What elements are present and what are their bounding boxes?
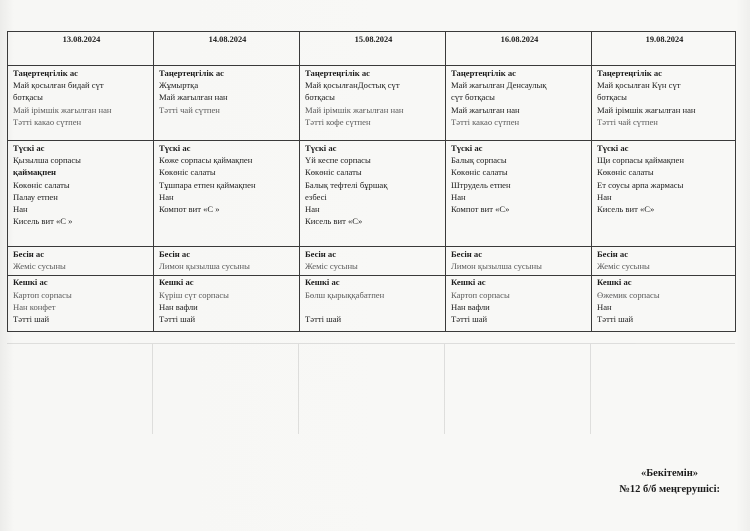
meal-title: Таңертеңгілік ас: [305, 68, 370, 78]
meal-title: Түскі ас: [305, 143, 337, 153]
date-header-row: [8, 32, 736, 66]
lunch-cell: [446, 141, 592, 247]
meal-title: Бесін ас: [597, 249, 629, 259]
dish: Нан конфет: [13, 301, 56, 312]
dish: Компот вит «С »: [159, 204, 220, 215]
dish: Май ірімшік жағылған нан: [597, 104, 696, 115]
date-header: 19.08.2024: [592, 32, 736, 66]
approval-title: «Бекітемін»: [640, 468, 698, 479]
meal-title: Бесін ас: [13, 249, 45, 259]
dish: ботқасы: [597, 92, 627, 103]
dish: Май қосылғанДостық сүт: [305, 80, 400, 91]
dish: Тұшпара етпен қаймақпен: [159, 179, 256, 190]
lunch-cell: [8, 141, 154, 247]
dish: Бөлш қырыққабатпен: [305, 289, 385, 300]
afternoon-dinner-cell: [592, 247, 736, 332]
dish: Тәтті кофе сүтпен: [305, 116, 371, 127]
dish: Тәтті шай: [597, 314, 634, 325]
dish: Лимон қызылша сусыны: [451, 261, 542, 272]
meal-title: Таңертеңгілік ас: [159, 68, 224, 78]
dish: ботқасы: [13, 92, 43, 103]
date-header: 16.08.2024: [446, 32, 592, 66]
dish: Көкөніс салаты: [13, 179, 70, 190]
breakfast-cell: [592, 66, 736, 141]
dish: Кисель вит «С»: [597, 204, 655, 215]
dish: Нан: [305, 204, 320, 215]
lunch-cell: [592, 141, 736, 247]
date-header: 15.08.2024: [300, 32, 446, 66]
lunch-cell: [154, 141, 300, 247]
weekly-menu-table: [7, 31, 736, 332]
dish: Тәтті шай: [159, 314, 196, 325]
meal-title: Таңертеңгілік ас: [451, 68, 516, 78]
dish: Нан: [597, 191, 612, 202]
meal-title: Бесін ас: [305, 249, 337, 259]
breakfast-row: [8, 66, 736, 141]
afternoon-dinner-cell: [446, 247, 592, 332]
dish: Көкөніс салаты: [451, 167, 508, 178]
dish: сүт ботқасы: [451, 92, 495, 103]
dish: Кисель вит «С»: [305, 216, 363, 227]
dish: Май жағылған нан: [159, 92, 228, 103]
meal-title: Бесін ас: [451, 249, 483, 259]
dish: Палау етпен: [13, 191, 58, 202]
dish: Щи сорпасы қаймақпен: [597, 155, 684, 166]
meal-title: Түскі ас: [597, 143, 629, 153]
breakfast-cell: [154, 66, 300, 141]
dish: [305, 301, 442, 313]
lunch-row: [8, 141, 736, 247]
approval-signatory: №12 б/б меңгерушісі:: [619, 484, 720, 495]
date-header: 13.08.2024: [8, 32, 154, 66]
dish: Көкөніс салаты: [305, 167, 362, 178]
date-header: 14.08.2024: [154, 32, 300, 66]
dish: Балық сорпасы: [451, 155, 507, 166]
dish: Жұмыртқа: [159, 80, 199, 91]
dish: Қызылша сорпасы: [13, 155, 81, 166]
dish: Жеміс сусыны: [597, 261, 650, 272]
meal-title: Бесін ас: [159, 249, 191, 259]
dish: Штрудель етпен: [451, 179, 511, 190]
dish: ботқасы: [305, 92, 335, 103]
meal-title: Таңертеңгілік ас: [13, 68, 78, 78]
dish: Тәтті чай сүтпен: [159, 104, 220, 115]
dish: Тәтті шай: [13, 314, 50, 325]
meal-title: Кешкі ас: [13, 277, 48, 288]
dish: Картоп сорпасы: [13, 289, 72, 300]
meal-title: Кешкі ас: [305, 277, 340, 288]
dish: Күріш сүт сорпасы: [159, 289, 229, 300]
meal-title: Кешкі ас: [451, 277, 486, 288]
lunch-cell: [300, 141, 446, 247]
dish: Кисель вит «С »: [13, 216, 73, 227]
breakfast-cell: [300, 66, 446, 141]
meal-title: Таңертеңгілік ас: [597, 68, 662, 78]
afternoon-dinner-row: [8, 247, 736, 332]
meal-title: Кешкі ас: [597, 277, 632, 288]
dish: Нан вафли: [451, 301, 490, 312]
breakfast-cell: [446, 66, 592, 141]
afternoon-dinner-cell: [154, 247, 300, 332]
afternoon-dinner-cell: [300, 247, 446, 332]
afternoon-dinner-cell: [8, 247, 154, 332]
dish: Май ірімшік жағылған нан: [305, 104, 404, 115]
dish: Үй кеспе сорпасы: [305, 155, 371, 166]
dish: Тәтті какао сүтпен: [451, 116, 520, 127]
dish: езбесі: [305, 191, 327, 202]
dish: Тәтті шай: [305, 314, 342, 324]
dish: Балық тефтелі бұршақ: [305, 179, 388, 190]
dish: Көкөніс салаты: [159, 167, 216, 178]
dish: Жеміс сусыны: [13, 261, 66, 272]
dish: Лимон қызылша сусыны: [159, 261, 250, 272]
dish: Нан: [451, 191, 466, 202]
dish: Нан: [159, 191, 174, 202]
approval-stamp: [619, 466, 720, 498]
dish: Көже сорпасы қаймақпен: [159, 155, 253, 166]
meal-title: Кешкі ас: [159, 277, 194, 288]
show-through-lines: [7, 343, 735, 434]
dish: Өжемик сорпасы: [597, 289, 660, 300]
meal-title: Түскі ас: [13, 143, 45, 153]
dish: Тәтті шай: [451, 314, 488, 325]
meal-title: Түскі ас: [159, 143, 191, 153]
breakfast-cell: [8, 66, 154, 141]
dish: Тәтті чай сүтпен: [597, 116, 658, 127]
dish: Жеміс сусыны: [305, 261, 358, 272]
dish: Ет соусы арпа жармасы: [597, 179, 684, 190]
dish: Компот вит «С»: [451, 204, 510, 215]
dish: Май қосылған Күн сүт: [597, 80, 681, 91]
dish: Тәтті какао сүтпен: [13, 116, 82, 127]
dish: Нан: [13, 204, 28, 215]
dish: Картоп сорпасы: [451, 289, 510, 300]
dish: Нан: [597, 301, 612, 312]
meal-title: Түскі ас: [451, 143, 483, 153]
dish: Май ірімшік жағылған нан: [13, 104, 112, 115]
dish: қаймақпен: [13, 167, 56, 178]
dish: Май қосылған бидай сүт: [13, 80, 104, 91]
dish: Май жағылған Денсаулық: [451, 80, 547, 91]
dish: Көкөніс салаты: [597, 167, 654, 178]
dish: Май жағылған нан: [451, 104, 520, 115]
dish: Нан вафли: [159, 301, 198, 312]
